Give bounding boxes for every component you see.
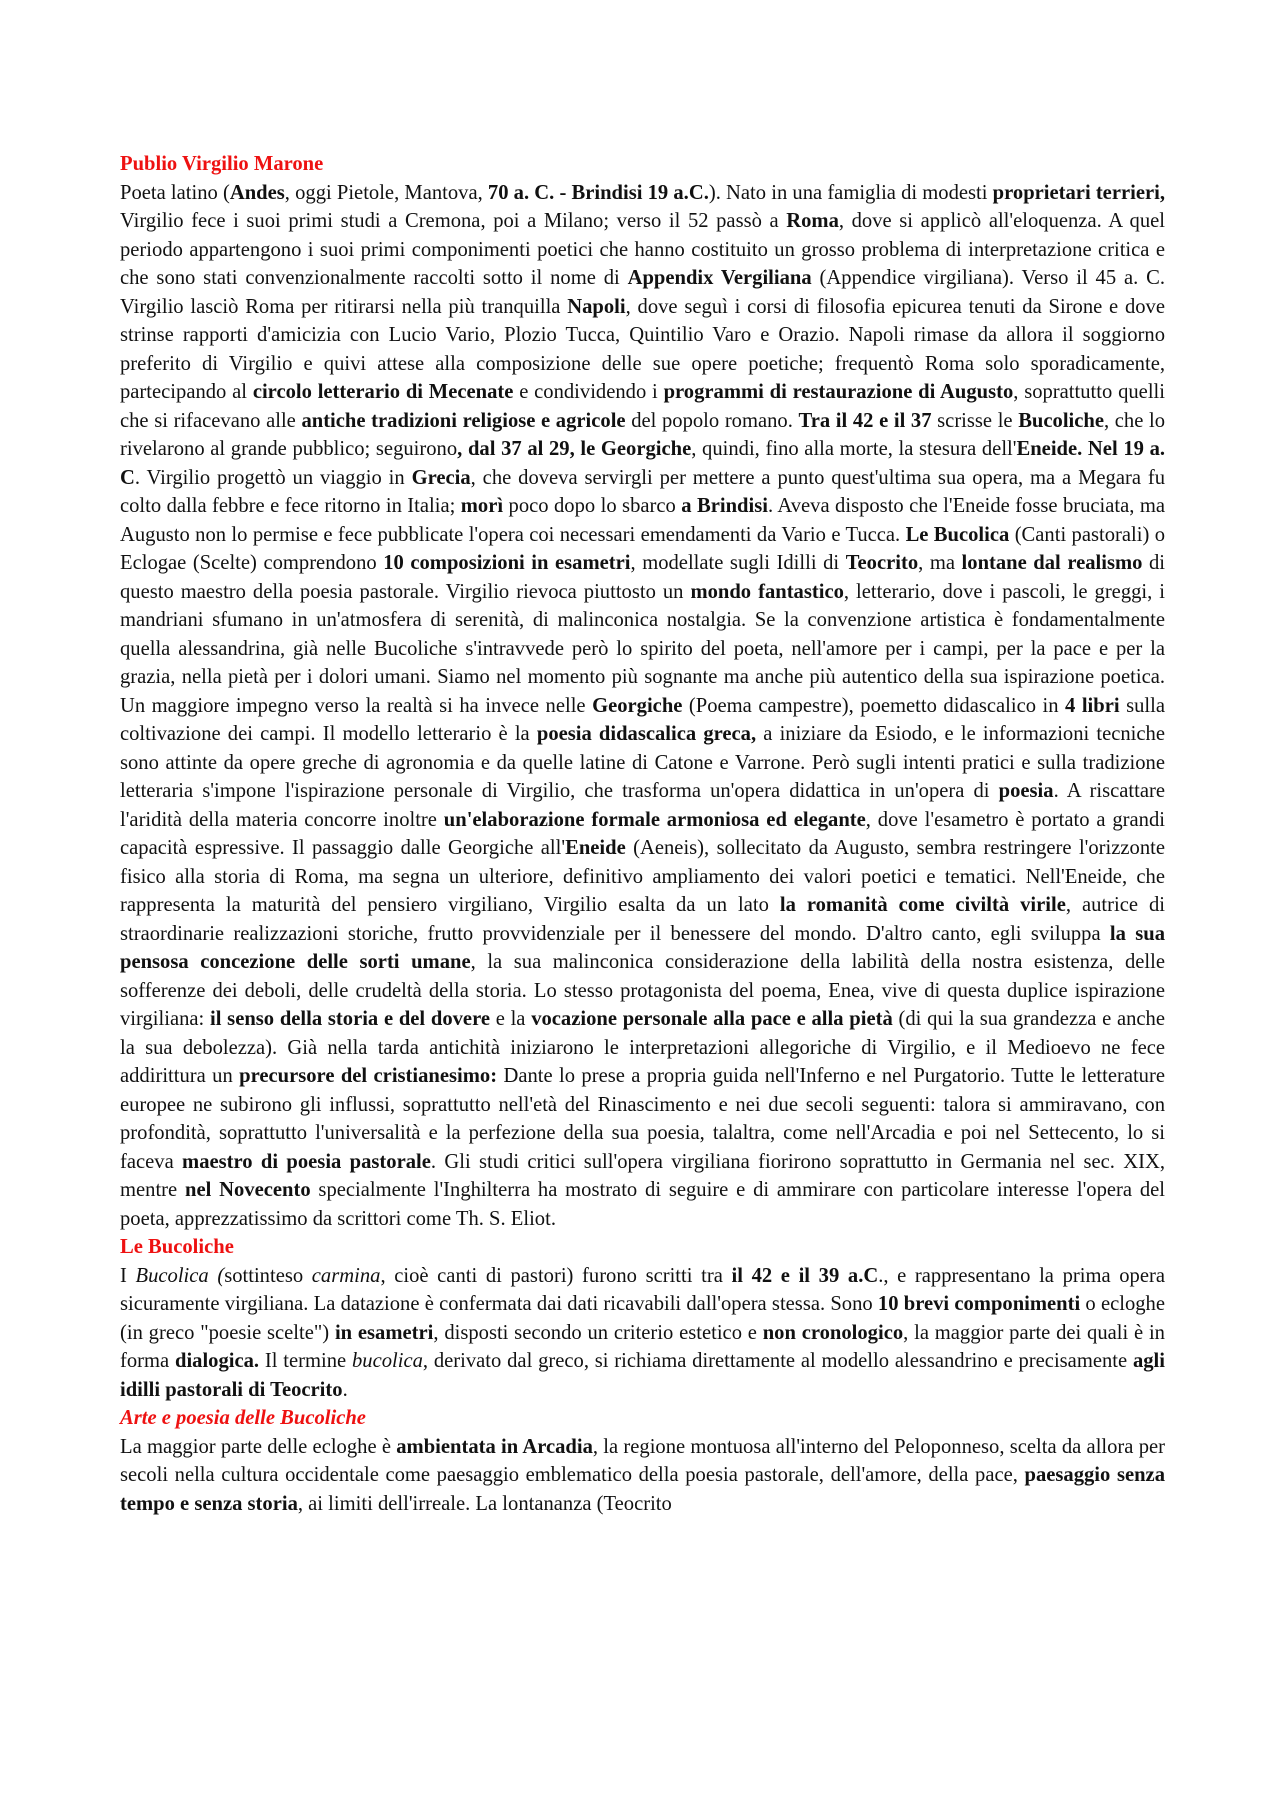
bold-run: 70 a. C. - Brindisi 19 a.C.	[487, 181, 709, 204]
bold-run: a Brindisi	[681, 495, 768, 517]
text-run: (Appendice virgiliana). Verso il 45 a. C. Virgilio lasciò Roma per ritirarsi nella più tranquilla	[120, 267, 1165, 318]
text-run: specialmente l'Inghilterra ha mostrato di seguire e di ammirare con particolare interesse l'opera del poeta, apprezzatissimo da scrittori come Th. S. Eliot.	[120, 1179, 1165, 1230]
bold-run: vocazione personale alla pace e alla pietà	[531, 1008, 893, 1030]
section-title-bucoliche: Le Bucoliche	[120, 1236, 234, 1258]
bold-run: poesia	[998, 780, 1054, 802]
text-run: , disposti secondo un criterio estetico e	[433, 1321, 763, 1344]
text-run: o ecloghe (in greco "poesie scelte")	[120, 1293, 1165, 1344]
text-run: , cioè canti di pastori) furono scritti tra	[380, 1264, 732, 1287]
bold-run: antiche tradizioni religiose e agricole	[301, 409, 626, 432]
italic-run: bucolica	[351, 1350, 423, 1372]
text-run: di questo maestro della poesia pastorale. Virgilio rievoca piuttosto un	[120, 552, 1166, 603]
bold-run: mondo fantastico	[690, 580, 844, 603]
text-run: (Aeneis), sollecitato da Augusto, sembra restringere l'orizzonte fisico alla storia di Roma, ma segna un ulteriore, definitivo ampliamento dei valori poetici e tematici. Nell'Eneide, che rappresenta la maturità del pensiero virgiliano, Virgilio esalta da un lato	[120, 837, 1165, 916]
text-run: . Gli studi critici sull'opera virgiliana fiorirono soprattutto in Germania nel sec. XIX, mentre	[120, 1150, 1165, 1201]
text-run: del popolo romano.	[625, 409, 799, 432]
text-run: , oggi Pietole, Mantova,	[284, 181, 488, 204]
paragraph-biography	[120, 179, 1165, 1234]
bold-run: agli idilli pastorali di Teocrito	[120, 1350, 1165, 1401]
document-page	[120, 150, 1165, 1518]
text-run: , dove seguì i corsi di filosofia epicurea tenuti da Sirone e dove strinse rapporti d'amicizia con Lucio Vario, Plozio Tucca, Quintilio Varo e Orazio. Napoli rimase da allora il soggiorno preferito di Virgilio e quivi attese alla composizione delle sue opere poetiche; frequentò Roma solo sporadicamente, partecipando al	[120, 295, 1165, 403]
text-run: Poeta latino (	[120, 181, 230, 204]
text-run: . Virgilio progettò un viaggio in	[134, 466, 412, 489]
bold-run: precursore del cristianesimo:	[239, 1065, 498, 1087]
bold-run: Tra il 42 e il 37	[798, 409, 932, 432]
text-run: e la	[489, 1008, 532, 1030]
bold-run: non cronologico	[762, 1321, 904, 1344]
text-run: .	[342, 1378, 348, 1401]
bold-run: Eneide. Nel 19 a. C	[120, 438, 1166, 489]
text-run: scrisse le	[931, 409, 1019, 432]
text-run: I	[120, 1264, 136, 1287]
bold-run: programmi di restaurazione di Augusto	[663, 381, 1014, 403]
bold-run: 4 libri	[1065, 694, 1120, 717]
paragraph-bucoliche	[120, 1262, 1165, 1405]
text-run: , soprattutto quelli che si rifacevano alle	[120, 381, 1165, 432]
text-run: ). Nato in una famiglia di modesti	[708, 181, 993, 204]
text-run: (Canti pastorali) o Eclogae (Scelte) comprendono	[120, 523, 1165, 574]
bold-run: poesia didascalica greca,	[536, 723, 757, 745]
text-run: Dante lo prese a propria guida nell'Inferno e nel Purgatorio. Tutte le letterature europee ne subirono gli influssi, soprattutto nell'età del Rinascimento e nei due secoli seguenti: talora si ammiravano, con profondità, soprattutto l'universalità e la perfezione della sua poesia, talaltra, come nell'Arcadia e poi nel Settecento, lo si faceva	[120, 1065, 1165, 1173]
text-run: Virgilio fece i suoi primi studi a Cremona, poi a Milano; verso il 52 passò a	[120, 210, 787, 232]
bold-run: Teocrito	[845, 552, 919, 574]
bold-run: lontane dal realismo	[961, 552, 1143, 574]
bold-run: maestro di poesia pastorale	[182, 1150, 431, 1173]
text-run: a iniziare da Esiodo, e le informazioni tecniche sono attinte da opere greche di agronomia e da quelle latine di Catone e Varrone. Però sugli intenti pratici e sulla tradizione letteraria s'impone l'ispirazione personale di Virgilio, che trasforma un'opera didattica in un'opera di	[120, 723, 1165, 802]
bold-run: Eneide	[565, 837, 626, 859]
bold-run: la sua pensosa concezione delle sorti umane	[120, 922, 1166, 973]
text-run: , modellate sugli Idilli di	[630, 552, 846, 574]
bold-run: Grecia	[411, 466, 471, 489]
text-run: (Poema campestre), poemetto didascalico in	[682, 694, 1066, 717]
text-run: , derivato dal greco, si richiama direttamente al modello alessandrino e precisamente	[422, 1350, 1133, 1372]
paragraph-arte-poesia	[120, 1433, 1165, 1519]
section-title-virgilio: Publio Virgilio Marone	[120, 153, 324, 175]
bold-run: ambientata in Arcadia	[396, 1435, 593, 1458]
text-run: , ai limiti dell'irreale. La lontananza (Teocrito	[297, 1492, 672, 1515]
bold-run: 10 composizioni in esametri	[383, 552, 631, 574]
section-title-arte-poesia: Arte e poesia delle Bucoliche	[120, 1407, 366, 1429]
bold-run: Andes	[229, 181, 285, 204]
bold-run: un'elaborazione formale armoniosa ed elegante	[443, 808, 866, 831]
text-run: , letterario, dove i pascoli, le greggi, i mandriani sfumano in un'atmosfera di serenità, di malinconica nostalgia. Se la convenzione artistica è fondamentalmente quella alessandrina, già nelle Bucoliche s'intravvede però lo spirito del poeta, nell'amore per i campi, per la pace e per la grazia, nella pietà per i dolori umani. Siamo nel momento più sognante ma anche più autentico della sua ispirazione poetica. Un maggiore impegno verso la realtà si ha invece nelle	[120, 580, 1165, 717]
bold-run: Georgiche	[592, 694, 683, 717]
text-run: sulla coltivazione dei campi. Il modello letterario è la	[120, 694, 1165, 745]
text-run: . A riscattare l'aridità della materia concorre inoltre	[120, 780, 1165, 831]
text-run: , ma	[918, 552, 962, 574]
bold-run: dialogica.	[174, 1350, 260, 1372]
bold-run: nel Novecento	[185, 1179, 311, 1201]
text-run: , la maggior parte dei quali è in forma	[120, 1321, 1165, 1372]
text-run: , che doveva servirgli per mettere a punto quest'ultima sua opera, ma a Megara fu colto dalla febbre e fece ritorno in Italia;	[120, 466, 1166, 517]
text-run: ., e rappresentano la prima opera sicuramente virgiliana. La datazione è confermata dai dati ricavabili dall'opera stessa. Sono	[120, 1264, 1165, 1315]
italic-run: carmina	[311, 1264, 381, 1287]
bold-run: Bucoliche	[1018, 409, 1104, 432]
text-run: sottinteso	[224, 1264, 312, 1287]
bold-run: Napoli	[567, 295, 626, 318]
bold-run: il senso della storia e del dovere	[210, 1008, 490, 1030]
text-run: . Aveva disposto che l'Eneide fosse bruciata, ma Augusto non lo permise e fece pubblicate l'opera coi necessari emendamenti da Vario e Tucca.	[120, 495, 1165, 546]
bold-run: proprietari terrieri,	[992, 181, 1165, 204]
text-run: e condividendo i	[513, 381, 664, 403]
text-run: , la sua malinconica considerazione della labilità della nostra esistenza, delle sofferenze dei deboli, delle crudeltà della storia. Lo stesso protagonista del poema, Enea, vive di questa duplice ispirazione virgiliana:	[120, 951, 1166, 1030]
bold-run: Appendix Vergiliana	[627, 267, 812, 289]
text-run: , dove si applicò all'eloquenza. A quel periodo appartengono i suoi primi componimenti poetici che hanno costituito un grosso problema di interpretazione critica e che sono stati convenzionalmente raccolti sotto il nome di	[120, 210, 1165, 289]
text-run: Il termine	[259, 1350, 352, 1372]
text-run: La maggior parte delle ecloghe è	[120, 1435, 397, 1458]
bold-run: Roma	[786, 210, 839, 232]
bold-run: Le Bucolica	[905, 523, 1010, 546]
text-run: , la regione montuosa all'interno del Peloponneso, scelta da allora per secoli nella cultura occidentale come paesaggio emblematico della poesia pastorale, dell'amore, della pace,	[120, 1435, 1165, 1486]
bold-run: morì	[460, 495, 504, 517]
text-run: poco dopo lo sbarco	[503, 495, 682, 517]
bold-run: il 42 e il 39 a.C	[731, 1264, 879, 1287]
bold-run: 10 brevi componimenti	[877, 1293, 1081, 1315]
text-run: (di qui la sua grandezza e anche la sua debolezza). Già nella tarda antichità iniziarono le interpretazioni allegoriche di Virgilio, e il Medioevo ne fece addirittura un	[120, 1008, 1165, 1087]
text-run: , che lo rivelarono al grande pubblico; seguirono	[120, 409, 1166, 460]
text-run: , autrice di straordinarie realizzazioni storiche, frutto provvidenziale per il benessere del mondo. D'altro canto, egli sviluppa	[120, 894, 1166, 945]
bold-run: in esametri	[334, 1321, 434, 1344]
bold-run: la romanità come civiltà virile	[779, 894, 1066, 916]
bold-run: , dal 37 al 29, le Georgiche	[457, 438, 692, 460]
text-run: , quindi, fino alla morte, la stesura dell'	[691, 438, 1017, 460]
bold-run: circolo letterario di Mecenate	[252, 381, 514, 403]
text-run: , dove l'esametro è portato a grandi capacità espressive. Il passaggio dalle Georgiche all'	[120, 808, 1165, 859]
bold-run: paesaggio senza tempo e senza storia	[120, 1464, 1165, 1515]
italic-run: Bucolica (	[135, 1264, 225, 1287]
